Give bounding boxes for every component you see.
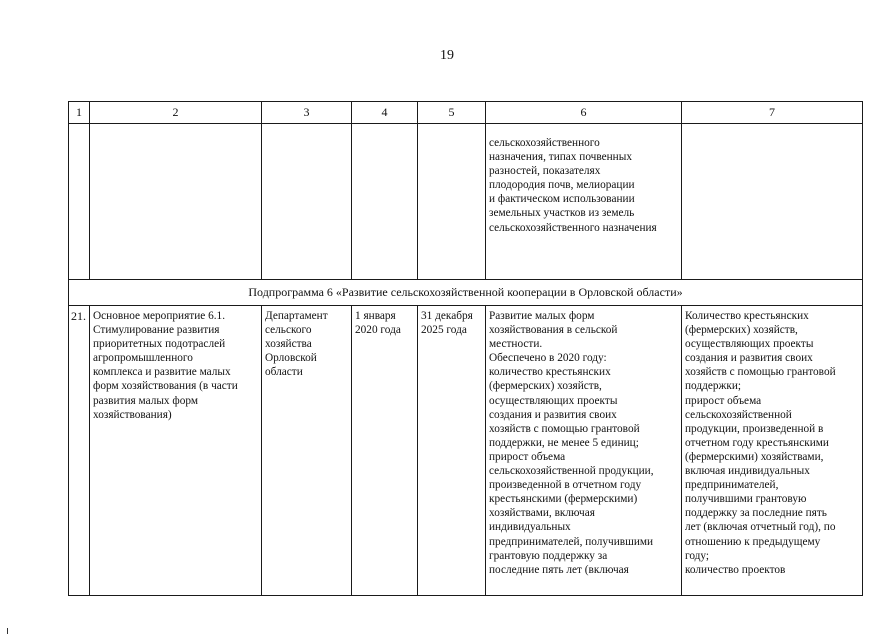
continuation-result-text: сельскохозяйственного назначения, типах почвенных разностей, показателях плодородия почв, мелиорации и фактическом использовании земельных участков из земель сельскохозяйственного назначения [489, 137, 657, 234]
empty-cell [90, 124, 262, 280]
scan-artifact [7, 628, 8, 634]
table-row [69, 306, 863, 596]
subprogram-title: Подпрограмма 6 «Развитие сельскохозяйственной кооперации в Орловской области» [69, 280, 863, 306]
subprogram-row [69, 280, 863, 306]
end-date-cell [418, 306, 486, 596]
column-number-3: 3 [262, 102, 352, 124]
column-number-4: 4 [352, 102, 418, 124]
column-number-2: 2 [90, 102, 262, 124]
row-number: 21. [69, 306, 90, 596]
result-text: Развитие малых форм хозяйствования в сельской местности. Обеспечено в 2020 году: количество крестьянских (фермерских) хозяйств, осуществляющих проекты создания и развития своих хозяйств с помощью грантовой поддержки, не менее 5 единиц; прирост объема сельскохозяйственной продукции, произведенной в отчетном году крестьянскими (фермерскими) хозяйствами, включая индивидуальных предпринимателей, получившими грантовую поддержку за последние пять лет (включая [489, 310, 654, 576]
page-number: 19 [440, 48, 454, 63]
empty-cell [69, 124, 90, 280]
column-number-5: 5 [418, 102, 486, 124]
program-table [68, 101, 863, 596]
event-cell [90, 306, 262, 596]
event-text: Основное мероприятие 6.1. Стимулирование развития приоритетных подотраслей агропромышленного комплекса и развитие малых форм хозяйствования (в части развития малых форм хозяйствования) [93, 310, 238, 421]
result-cell [486, 306, 682, 596]
continuation-result-cell [486, 124, 682, 280]
end-date-text: 31 декабря 2025 года [421, 310, 473, 337]
start-date-cell [352, 306, 418, 596]
continuation-row [69, 124, 863, 280]
column-number-row [69, 102, 863, 124]
indicators-text: Количество крестьянских (фермерских) хозяйств, осуществляющих проекты создания и развития своих хозяйств с помощью грантовой поддержки; прирост объема сельскохозяйственной продукции, произведенной в отчетном году крестьянскими (фермерскими) хозяйствами, включая индивидуальных предпринимателей, получившими грантовую поддержку за последние пять лет (включая отчетный год), по отношению к предыдущему году; количество проектов [685, 310, 836, 576]
executor-text: Департамент сельского хозяйства Орловской области [265, 310, 328, 379]
column-number-1: 1 [69, 102, 90, 124]
indicators-cell [682, 306, 863, 596]
empty-cell [418, 124, 486, 280]
start-date-text: 1 января 2020 года [355, 310, 401, 337]
column-number-6: 6 [486, 102, 682, 124]
empty-cell [682, 124, 863, 280]
executor-cell [262, 306, 352, 596]
empty-cell [352, 124, 418, 280]
empty-cell [262, 124, 352, 280]
column-number-7: 7 [682, 102, 863, 124]
